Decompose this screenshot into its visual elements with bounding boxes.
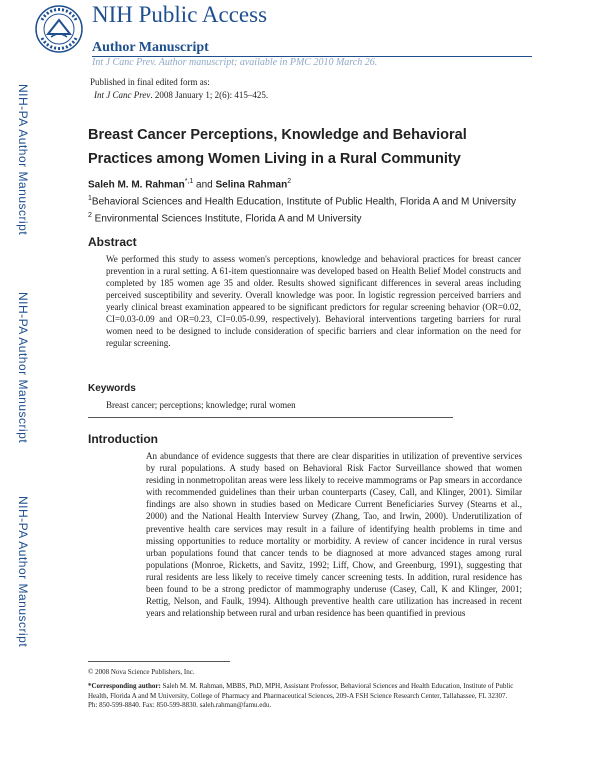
corresponding-label: *Corresponding author: bbox=[88, 682, 161, 690]
affiliation-2-text: Environmental Sciences Institute, Florida A and M University bbox=[91, 213, 362, 225]
corresponding-author-note bbox=[88, 682, 518, 711]
affiliation-1 bbox=[88, 195, 558, 207]
nih-seal-icon bbox=[34, 4, 84, 54]
author-1-sup: *,1 bbox=[184, 178, 194, 185]
keywords-text: Breast cancer; perceptions; knowledge; rural women bbox=[106, 400, 296, 410]
published-label: Published in final edited form as: bbox=[90, 77, 210, 87]
author-2: Selina Rahman bbox=[215, 179, 288, 191]
citation-details: . 2008 January 1; 2(6): 415–425. bbox=[150, 90, 269, 100]
affiliation-2-sup: 2 bbox=[88, 212, 92, 219]
copyright-note: © 2008 Nova Science Publishers, Inc. bbox=[88, 668, 195, 676]
introduction-heading: Introduction bbox=[88, 432, 158, 446]
sidebar-label-3: NIH-PA Author Manuscript bbox=[16, 496, 30, 648]
sidebar-label-2: NIH-PA Author Manuscript bbox=[16, 292, 30, 444]
author-manuscript-label: Author Manuscript bbox=[92, 40, 209, 55]
affiliation-1-sup: 1 bbox=[88, 195, 92, 202]
author-1: Saleh M. M. Rahman bbox=[88, 179, 185, 191]
abstract-text: We performed this study to assess women's perceptions, knowledge and behavioral practices for breast cancer prevention in a rural setting. A 61-item questionnaire was developed based on Health Belief Model constructs and completed by 185 women age 35 and older. Results showed significant differences in several areas including perceived susceptibility and severity. Overall knowledge was poor. In logistic regression perceived barriers and yearly clinical breast examination appeared to be significant predictors for regular screening behavior (OR=0.02, CI=0.03-0.09 and OR=0.23, CI=0.05-0.99, respectively). Behavioral interventions targeting barriers for rural women need to be designed to include consideration of specific barriers and clear information on the need for regular screening. bbox=[106, 254, 521, 348]
article-title: Breast Cancer Perceptions, Knowledge and Behavioral Practices among Women Living in a Rural Community bbox=[88, 127, 467, 167]
author-line bbox=[88, 178, 291, 190]
citation bbox=[90, 89, 268, 102]
footnote-divider bbox=[88, 661, 230, 662]
introduction-text: An abundance of evidence suggests that there are clear disparities in utilization of preventive services by rural populations. A study based on Behavioral Risk Factor Surveillance showed that women residing in nonmetropolitan areas were less likely to receive mammograms or Pap smears in accordance with recommended guidelines than their urban counterparts (Casey, Call, and Klinger, 2001). Similar findings are also shown in studies based on Medicare Current Beneficiaries Survey (Stearns et al., 2000) and the National Health Interview Survey (Zhang, Tao, and Irwin, 2000). Underutilization of preventive health care services may result in a failure of identifying health problems in time and missing opportunities to reduce mortality or morbidity. A review of cancer incidence in rural versus urban populations found that cancer tends to be diagnosed at more advanced stages among rural populations (Monroe, Ricketts, and Savitz, 1992; Liff, Chow, and Greenburg, 1991), suggesting that rural residents are less likely to receive timely cancer screening tests. In addition, rural residence has been found to be a strong predictor of mammography underuse (Casey, Call, K and Klinger, 2001; Rettig, Nelson, and Faulk, 1994). Although preventive health care utilization has increased in recent years and relationship between rural and urban residence has been quantified in previous bbox=[146, 451, 522, 619]
author-2-sup: 2 bbox=[287, 178, 292, 185]
affiliation-2 bbox=[88, 212, 558, 224]
keywords-heading: Keywords bbox=[88, 383, 136, 394]
author-and: and bbox=[193, 179, 216, 191]
nih-public-access-title: NIH Public Access bbox=[92, 2, 268, 27]
abstract-heading: Abstract bbox=[88, 235, 137, 249]
corresponding-text: Saleh M. M. Rahman, MBBS, PhD, MPH, Assistant Professor, Behavioral Sciences and Health Education, Institute of Public Health, Florida A and M University, College of Pharmacy and Pharmaceutical Sciences, 209-A FSH Science Research Center, Tallahassee, FL 32307. Ph: 850-599-8840. Fax: 850-599-8830. saleh.rahman@famu.edu. bbox=[88, 682, 514, 709]
citation-journal: Int J Canc Prev bbox=[94, 90, 151, 100]
pmc-availability-line: Int J Canc Prev. Author manuscript; available in PMC 2010 March 26. bbox=[92, 57, 378, 68]
publication-info bbox=[90, 76, 268, 102]
keywords-divider bbox=[88, 417, 453, 418]
sidebar-label-1: NIH-PA Author Manuscript bbox=[16, 84, 30, 236]
affiliation-1-text: Behavioral Sciences and Health Education, Institute of Public Health, Florida A and M University bbox=[91, 196, 517, 208]
